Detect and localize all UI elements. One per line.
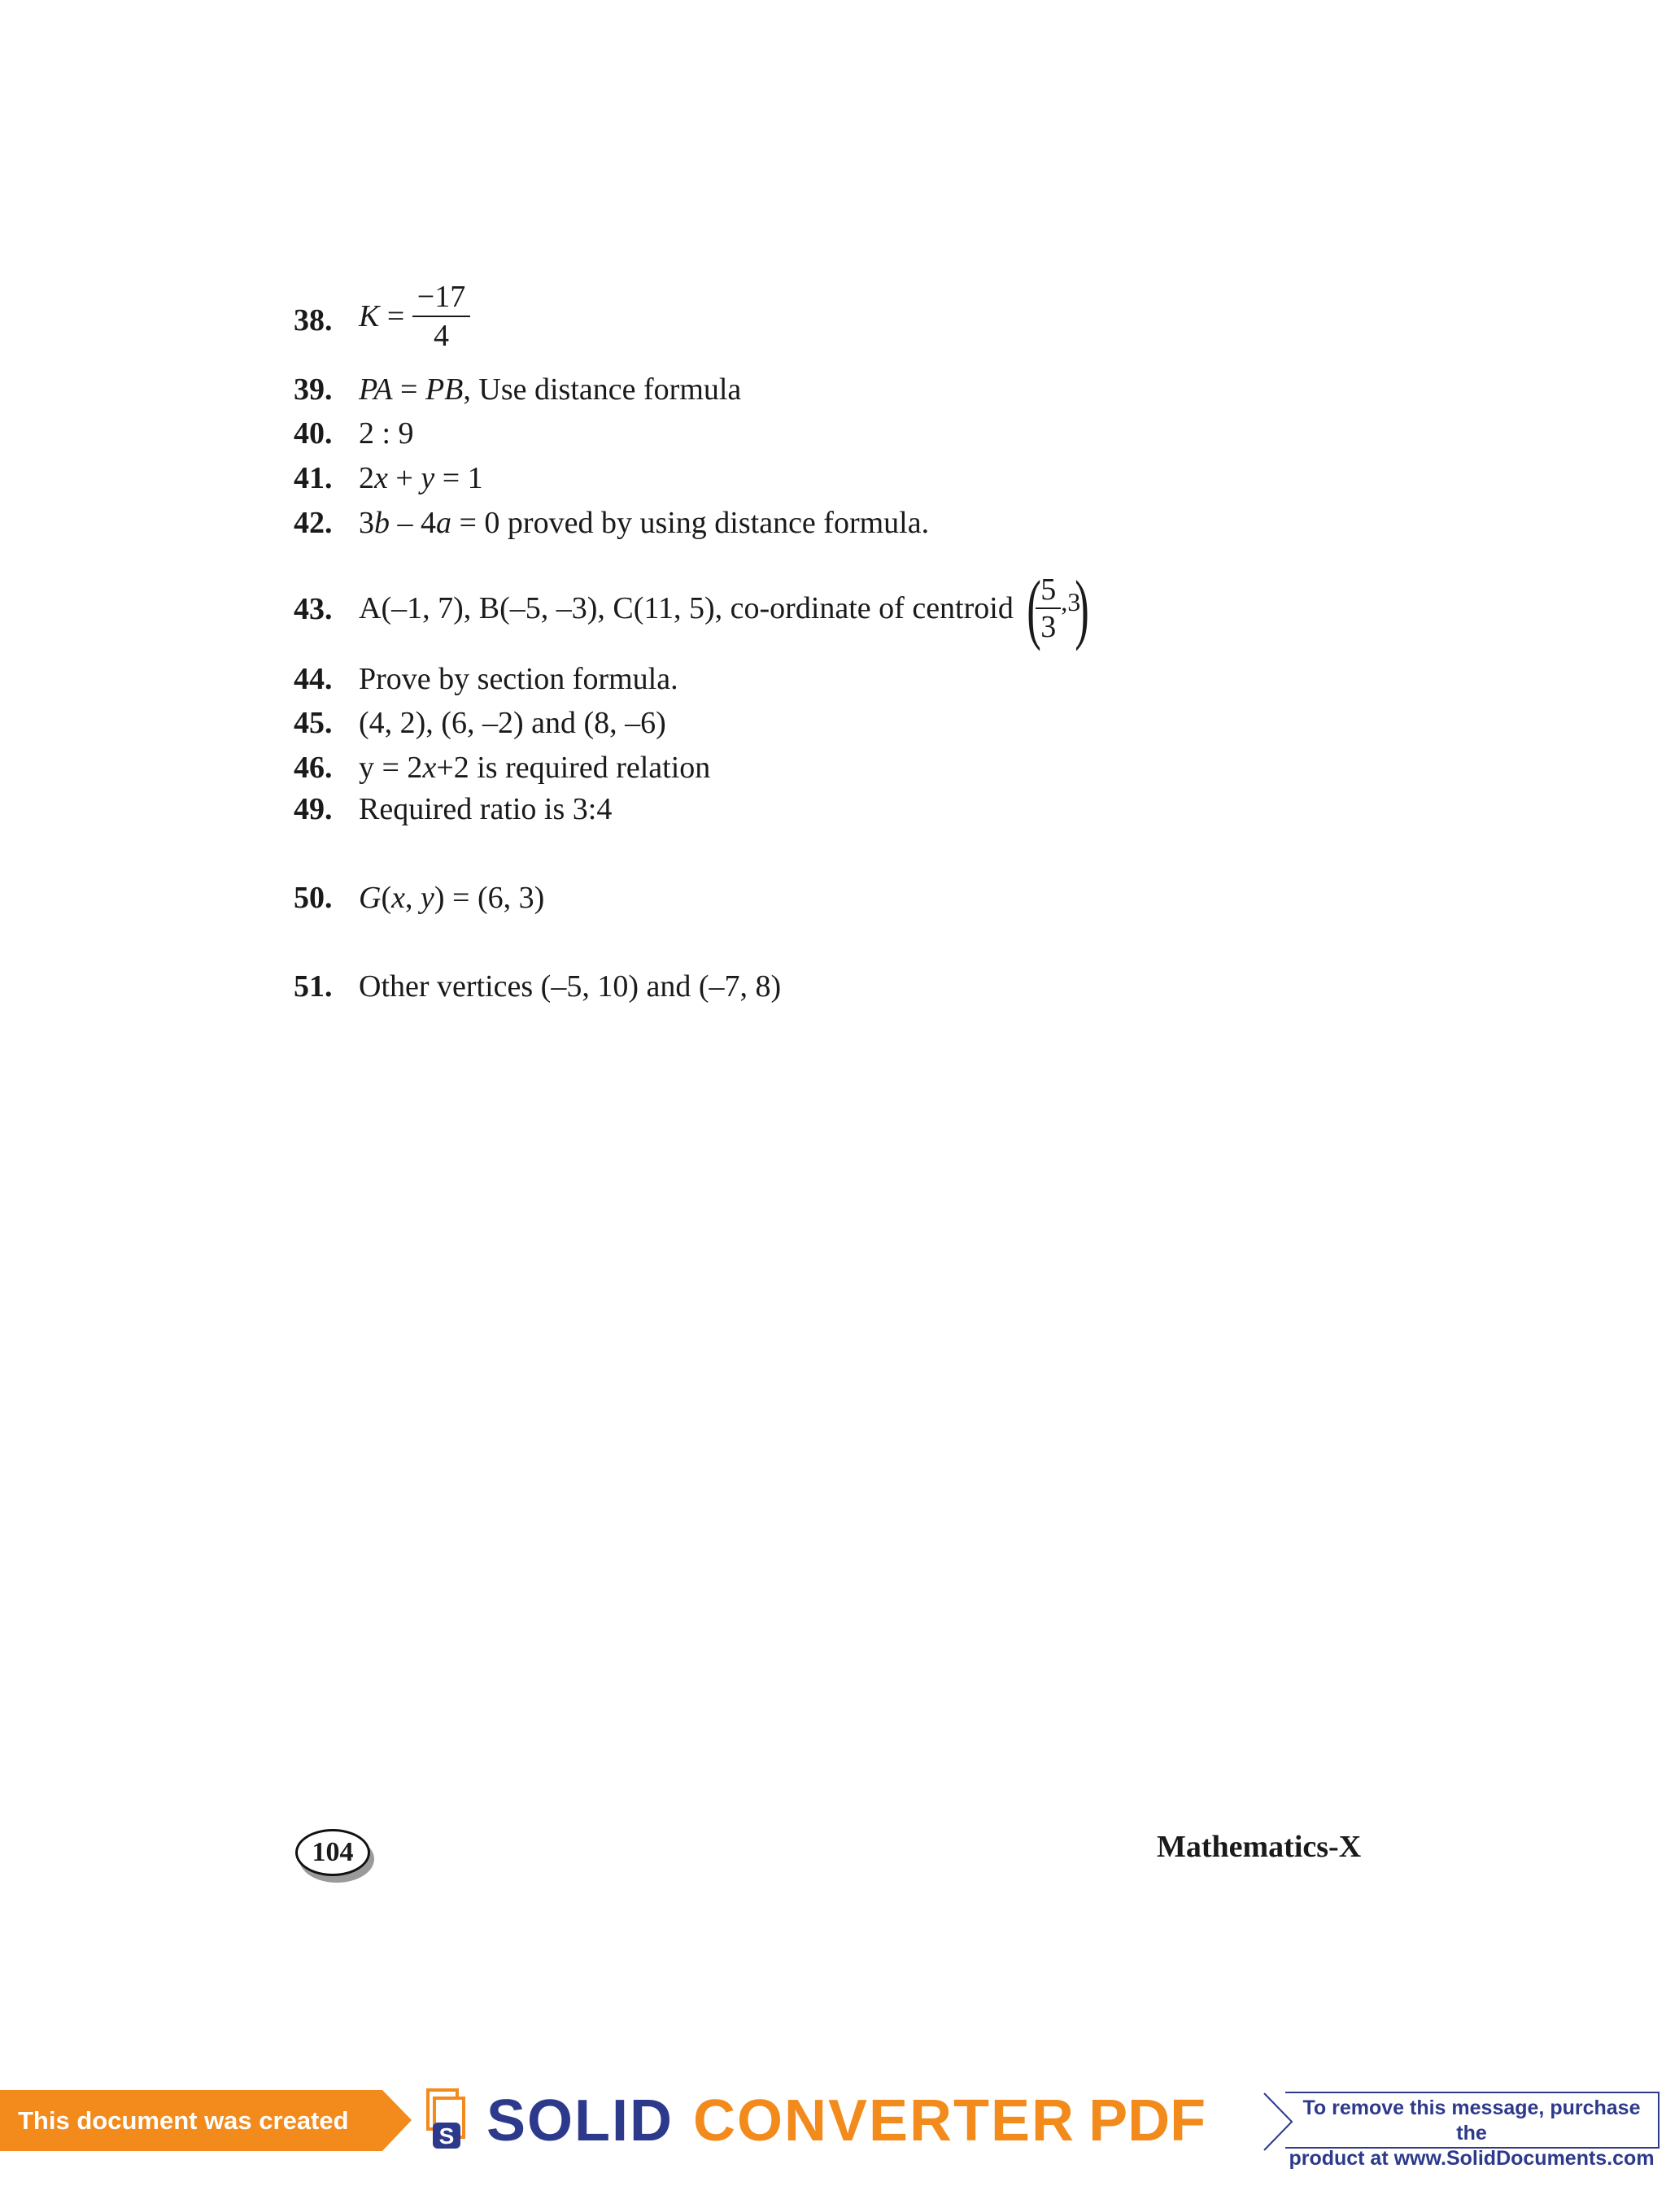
variable-x: x bbox=[391, 881, 405, 915]
numerator: −17 bbox=[416, 280, 466, 314]
denominator: 4 bbox=[412, 316, 470, 355]
answer-text: = 0 proved by using distance formula. bbox=[451, 506, 930, 540]
solid-documents-logo-icon bbox=[425, 2087, 472, 2152]
converter-banner[interactable] bbox=[0, 2082, 1666, 2196]
svg-text:S: S bbox=[438, 2123, 455, 2149]
answer-text: +2 is required relation bbox=[436, 751, 711, 785]
variable-k: K bbox=[359, 299, 380, 333]
denominator: 3 bbox=[1036, 607, 1061, 645]
brand-solid: SOLID bbox=[486, 2088, 674, 2153]
coefficient: 3 bbox=[359, 506, 374, 540]
answer-number: 50. bbox=[294, 881, 333, 915]
purchase-line-1: To remove this message, purchase the bbox=[1302, 2097, 1641, 2145]
book-title: Mathematics-X bbox=[1157, 1830, 1362, 1864]
answer-text: 2 : 9 bbox=[359, 416, 414, 451]
fraction bbox=[412, 278, 470, 355]
banner-arrow-icon bbox=[382, 2090, 412, 2151]
banner-left-text: This document was created using bbox=[0, 2090, 382, 2151]
left-paren: ( bbox=[1027, 564, 1042, 651]
centroid-g: G bbox=[359, 881, 382, 915]
variable-b: b bbox=[374, 506, 390, 540]
variable-y: y bbox=[421, 461, 435, 495]
variable-x: x bbox=[422, 751, 437, 785]
answer-text: (4, 2), (6, –2) and (8, –6) bbox=[359, 706, 666, 740]
answer-number: 44. bbox=[294, 662, 333, 696]
segment-pb: PB bbox=[425, 372, 464, 407]
answer-text: A(–1, 7), B(–5, –3), C(11, 5), co-ordinate of centroid bbox=[359, 591, 1014, 625]
brand-converter: CONVERTER bbox=[693, 2088, 1076, 2153]
answer-text: Required ratio is 3:4 bbox=[359, 792, 613, 826]
answer-number: 39. bbox=[294, 372, 333, 407]
equals-sign: = bbox=[379, 299, 412, 333]
answer-number: 43. bbox=[294, 592, 333, 626]
operator: + bbox=[387, 461, 421, 495]
brand-pdf: PDF bbox=[1088, 2088, 1206, 2153]
right-paren: ) bbox=[1075, 564, 1090, 651]
open-paren: ( bbox=[381, 881, 392, 915]
page-number-badge bbox=[295, 1829, 370, 1876]
segment-pa: PA bbox=[359, 372, 393, 407]
answer-text: Prove by section formula. bbox=[359, 662, 678, 696]
answer-number: 38. bbox=[294, 303, 333, 337]
answer-text: ) = (6, 3) bbox=[434, 881, 545, 915]
page-number: 104 bbox=[312, 1837, 354, 1867]
comma: , bbox=[404, 881, 421, 915]
variable-x: x bbox=[374, 461, 388, 495]
brand-wordmark bbox=[486, 2088, 1206, 2153]
variable-a: a bbox=[436, 506, 451, 540]
answer-number: 46. bbox=[294, 751, 333, 785]
purchase-message[interactable] bbox=[1285, 2092, 1659, 2170]
equation-rhs: = 1 bbox=[434, 461, 483, 495]
answer-number: 40. bbox=[294, 416, 333, 451]
coefficient: 2 bbox=[359, 461, 374, 495]
answer-number: 51. bbox=[294, 969, 333, 1004]
operator: – 4 bbox=[390, 506, 436, 540]
equals-sign: = bbox=[392, 372, 425, 407]
centroid-y: ,3 bbox=[1061, 587, 1081, 616]
answer-text: , Use distance formula bbox=[463, 372, 742, 407]
answer-number: 49. bbox=[294, 792, 333, 826]
purchase-line-2[interactable]: product at www.SolidDocuments.com bbox=[1289, 2147, 1655, 2170]
answer-number: 41. bbox=[294, 461, 333, 495]
answer-text: Other vertices (–5, 10) and (–7, 8) bbox=[359, 969, 782, 1004]
variable-y: y bbox=[420, 881, 434, 915]
answer-number: 45. bbox=[294, 706, 333, 740]
equation-lhs: y = 2 bbox=[359, 751, 423, 785]
answer-number: 42. bbox=[294, 506, 333, 540]
numerator: 5 bbox=[1040, 573, 1057, 607]
